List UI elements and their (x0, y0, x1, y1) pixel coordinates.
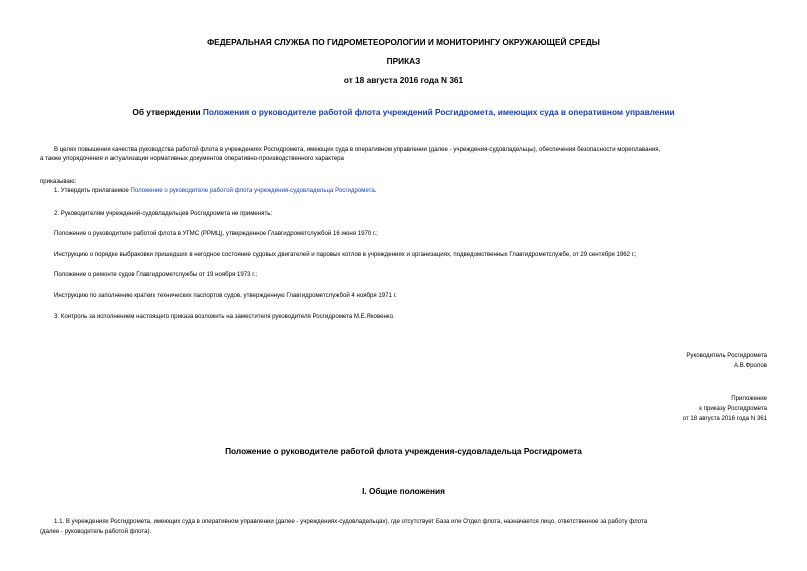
item-3: 3. Контроль за исполнением настоящего приказа возложить на заместителя руководителя Росгидромета М.Е.Яковенко. (54, 313, 395, 320)
section-heading: I. Общие положения (362, 486, 445, 496)
doc-date-number: от 18 августа 2016 года N 361 (343, 75, 464, 85)
subject-link[interactable]: Положения о руководителе работой флота учреждений Росгидромета, имеющих суда в оперативном управлении (202, 107, 675, 117)
appendix-ref: к приказу Росгидромета (699, 405, 767, 412)
order-word: приказываю: (40, 178, 77, 185)
item-2-d: Инструкцию по заполнению кратких технических паспортов судов, утвержденную Главгидрометслужбой 4 ноября 1971 г. (54, 292, 397, 299)
clause-1-1-line-2: (далее - руководитель работой флота). (40, 528, 152, 535)
preamble-line-1: В целях повышения качества руководства работой флота в учреждениях Росгидромета, имеющих суда в оперативном управлении (далее - учреждения-судовладельцы), обеспечения безопасности мореплавания, (54, 146, 661, 153)
item-2-a: Положение о руководителе работой флота в УГМС (РРМЦ), утвержденное Главгидрометслужбой 16 июня 1970 г.; (54, 230, 378, 237)
signature-name: А.В.Фролов (733, 362, 767, 369)
clause-1-1-line-1: 1.1. В учреждениях Росгидромета, имеющих суда в оперативном управлении (далее - учреждениях-судовладельцах), где отсутствует База или Отдел флота, назначается лицо, ответственное за работу флота (54, 518, 648, 525)
preamble-line-2: а также упорядочения и актуализации нормативных документов оперативно-производственного характера (40, 155, 344, 162)
doc-type: ПРИКАЗ (386, 56, 421, 66)
regulation-title: Положение о руководителе работой флота учреждения-судовладельца Росгидромета (225, 446, 582, 456)
agency-title: ФЕДЕРАЛЬНАЯ СЛУЖБА ПО ГИДРОМЕТЕОРОЛОГИИ И МОНИТОРИНГУ ОКРУЖАЮЩЕЙ СРЕДЫ (207, 37, 600, 47)
item-1-link[interactable]: Положение о руководителе работой флота учреждения-судовладельца Росгидромета (130, 187, 375, 194)
item-1-suffix: . (374, 187, 377, 194)
item-2: 2. Руководителям учреждений-судовладельцев Росгидромета не применять: (54, 210, 273, 217)
appendix-label: Приложение (731, 395, 767, 402)
doc-subject (0, 107, 807, 117)
item-1 (54, 186, 377, 195)
appendix-date: от 18 августа 2016 года N 361 (682, 415, 767, 422)
signature-position: Руководитель Росгидромета (686, 352, 767, 359)
item-1-prefix: 1. Утвердить прилагаемое (54, 187, 131, 194)
item-2-c: Положение о ремонте судов Главгидрометслужбы от 19 ноября 1973 г.; (54, 271, 258, 278)
item-2-b: Инструкцию о порядке выбраковки пришедших в негодное состояние судовых двигателей и паровых котлов в учреждениях и организациях, подведомственных Главгидрометслужбе, от 29 сентября 1962 г.; (54, 251, 637, 258)
subject-prefix: Об утверждении (132, 107, 203, 117)
